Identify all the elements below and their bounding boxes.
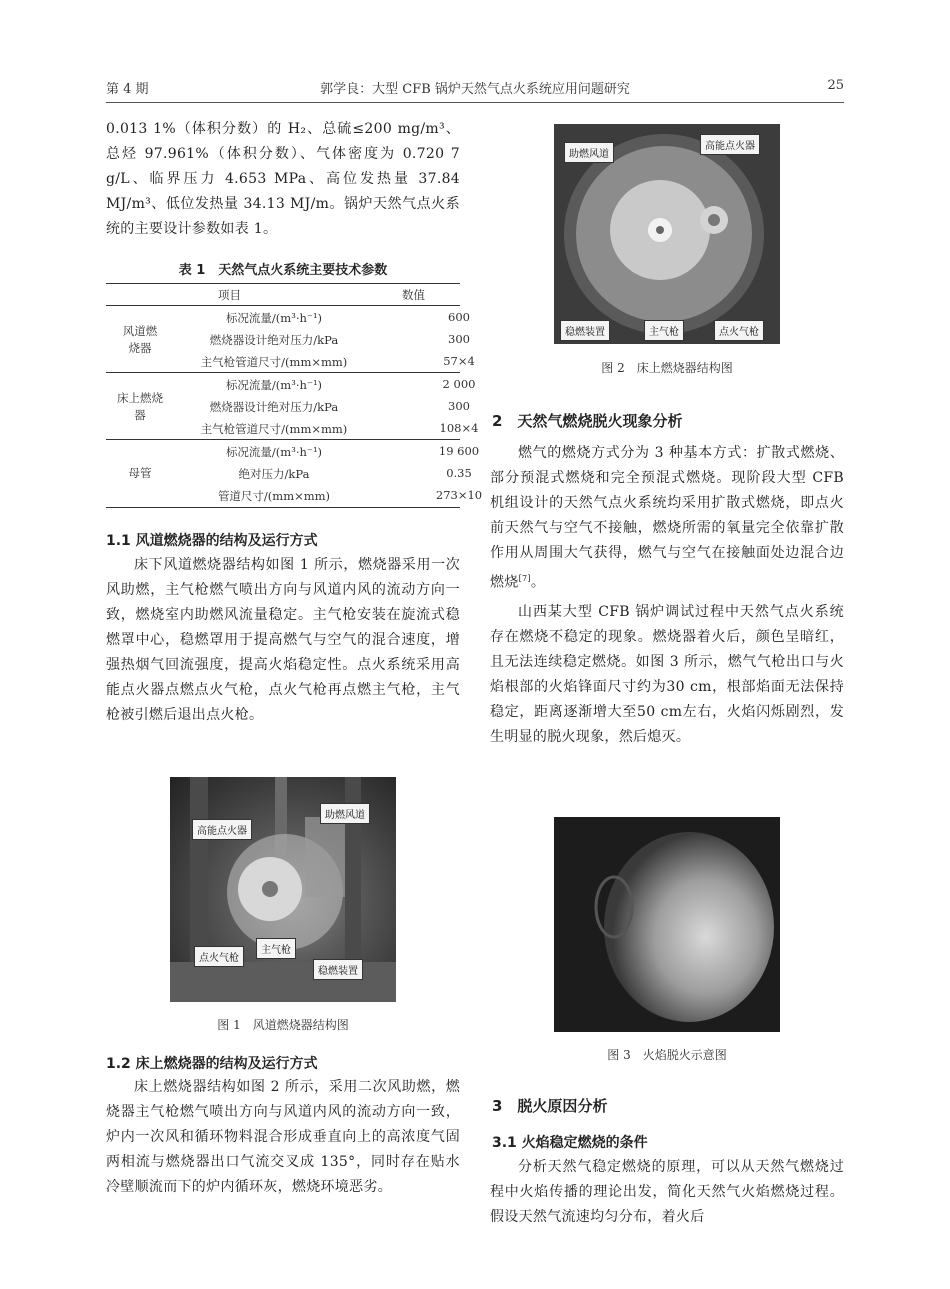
figure-2-caption: 图 2 床上燃烧器结构图 bbox=[601, 361, 733, 375]
figure-2-photo bbox=[554, 124, 780, 344]
figure-2-label-air-duct: 助燃风道 bbox=[564, 142, 614, 163]
figure-3-photo bbox=[554, 817, 780, 1032]
section-2-paragraph-2: 山西某大型 CFB 锅炉调试过程中天然气点火系统存在燃烧不稳定的现象。燃烧器着火后，颜色呈暗红，且无法连续稳定燃烧。如图 3 所示，燃气气枪出口与火焰根部的火焰锋面尺寸约为30 cm，根部焰面无法保持稳定，距离逐渐增大至50 cm左右，火焰闪烁剧烈，发生明显的脱火现象，然后熄灭。 bbox=[490, 603, 844, 745]
section-3-1-body bbox=[490, 1155, 844, 1230]
figure-1-label-ignition-gun: 点火气枪 bbox=[194, 946, 244, 967]
running-header bbox=[106, 78, 844, 100]
section-3-1-text: 分析天然气稳定燃烧的原理，可以从天然气燃烧过程中火焰传播的理论出发，简化天然气火焰燃烧过程。假设天然气流速均匀分布，着火后 bbox=[490, 1159, 844, 1225]
table-row: 标况流量/(m³·h⁻¹) 2 000 bbox=[225, 377, 476, 392]
section-1-1-title: 1.1 风道燃烧器的结构及运行方式 bbox=[106, 533, 318, 549]
section-2-body bbox=[490, 441, 844, 750]
table-group bbox=[106, 440, 483, 507]
section-2-paragraph-1: 燃气的燃烧方式分为 3 种基本方式：扩散式燃烧、部分预混式燃烧和完全预混式燃烧。现阶段大型 CFB 机组设计的天然气点火系统均采用扩散式燃烧，即点火前天然气与空气不接触，燃烧所需的氧量完全依靠扩散作用从周围大气获得，燃气与空气在接触面处边混合边燃烧[7]。 bbox=[490, 445, 844, 591]
issue-number: 第 4 期 bbox=[106, 82, 149, 97]
parameters-table bbox=[106, 283, 483, 508]
group-label: 风道燃烧器 bbox=[122, 323, 158, 355]
section-1-2-body bbox=[106, 1075, 460, 1200]
figure-1-label-stabilizer: 稳燃装置 bbox=[313, 959, 363, 980]
section-2-title: 2 天然气燃烧脱火现象分析 bbox=[492, 412, 683, 430]
header-rule bbox=[106, 102, 844, 103]
table-header-item: 项目 bbox=[218, 288, 241, 302]
table-row: 燃烧器设计绝对压力/kPa 300 bbox=[209, 399, 470, 414]
figure-1-label-igniter: 高能点火器 bbox=[192, 819, 252, 840]
running-title: 郭学良：大型 CFB 锅炉天然气点火系统应用问题研究 bbox=[320, 82, 630, 97]
figure-3-caption: 图 3 火焰脱火示意图 bbox=[607, 1048, 727, 1062]
section-1-2-title: 1.2 床上燃烧器的结构及运行方式 bbox=[106, 1056, 318, 1072]
figure-1-caption: 图 1 风道燃烧器结构图 bbox=[217, 1018, 349, 1032]
figure-2-label-stabilizer: 稳燃装置 bbox=[560, 320, 610, 341]
table-caption: 表 1 天然气点火系统主要技术参数 bbox=[178, 263, 388, 278]
table-group bbox=[106, 373, 479, 440]
table-group bbox=[106, 306, 475, 373]
intro-paragraph: 0.013 1%（体积分数）的 H₂、总硫≤200 mg/m³、总烃 97.961%（体积分数）、气体密度为 0.720 7 g/L、临界压力 4.653 MPa、高位发热量 37.84 MJ/m³、低位发热量 34.13 MJ/m。锅炉天然气点火系统的主要设计参数如表 1。 bbox=[106, 121, 460, 237]
section-1-1-body bbox=[106, 553, 460, 728]
table-row: 标况流量/(m³·h⁻¹) 19 600 bbox=[225, 444, 480, 459]
section-3-1-title: 3.1 火焰稳定燃烧的条件 bbox=[492, 1135, 648, 1151]
table-row: 主气枪管道尺寸/(mm×mm) 108×4 bbox=[200, 421, 479, 436]
table-row: 标况流量/(m³·h⁻¹) 600 bbox=[225, 310, 470, 325]
section-1-2-text: 床上燃烧器结构如图 2 所示，采用二次风助燃，燃烧器主气枪燃气喷出方向与风道内风的流动方向一致，炉内一次风和循环物料混合形成垂直向上的高浓度气固两相流与燃烧器出口气流交叉成 135°，同时存在贴水冷壁顺流而下的炉内循环灰，燃烧环境恶劣。 bbox=[106, 1079, 460, 1195]
section-1-1-text: 床下风道燃烧器结构如图 1 所示，燃烧器采用一次风助燃，主气枪燃气喷出方向与风道内风的流动方向一致，燃烧室内助燃风流量稳定。主气枪安装在旋流式稳燃罩中心，稳燃罩用于提高燃气与空气的混合速度，增强热烟气回流强度，提高火焰稳定性。点火系统采用高能点火器点燃点火气枪，点火气枪再点燃主气枪，主气枪被引燃后退出点火枪。 bbox=[106, 557, 460, 723]
page-number: 25 bbox=[827, 78, 844, 93]
figure-1-label-air-duct: 助燃风道 bbox=[320, 803, 370, 824]
figure-2-label-igniter: 高能点火器 bbox=[700, 134, 760, 155]
figure-2-label-ignition-gun: 点火气枪 bbox=[714, 320, 764, 341]
figure-1-label-main-gun: 主气枪 bbox=[256, 938, 296, 959]
group-label: 母管 bbox=[128, 466, 152, 480]
table-header-value: 数值 bbox=[402, 288, 425, 302]
flame-liftoff-illustration bbox=[554, 817, 780, 1032]
table-header bbox=[106, 284, 460, 306]
group-label: 床上燃烧器 bbox=[117, 390, 163, 422]
table-row: 管道尺寸/(mm×mm) 273×10 bbox=[217, 488, 483, 503]
table-row: 燃烧器设计绝对压力/kPa 300 bbox=[209, 332, 470, 347]
section-3-title: 3 脱火原因分析 bbox=[492, 1097, 608, 1115]
citation-ref: [7] bbox=[518, 574, 531, 583]
left-intro bbox=[106, 117, 460, 242]
figure-1-photo bbox=[170, 777, 396, 1002]
figure-2-label-main-gun: 主气枪 bbox=[644, 320, 684, 341]
table-row: 主气枪管道尺寸/(mm×mm) 57×4 bbox=[200, 354, 475, 369]
table-row: 绝对压力/kPa 0.35 bbox=[238, 466, 472, 481]
